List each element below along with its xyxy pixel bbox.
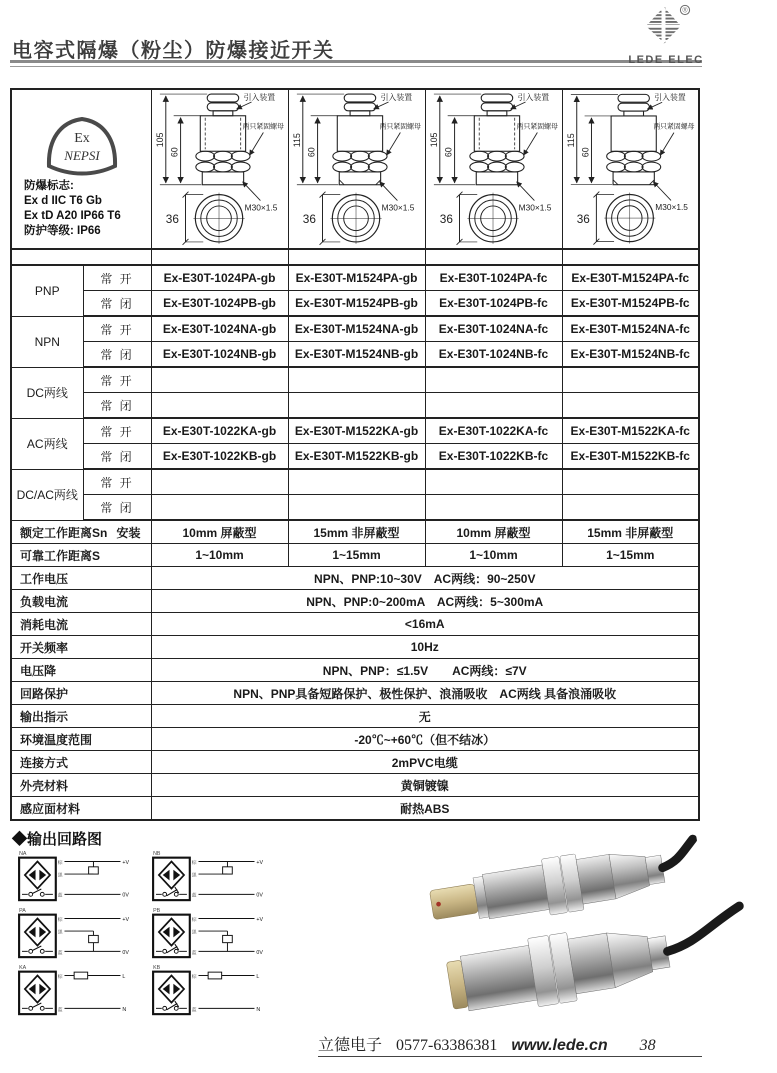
spec-value: NPN、PNP具备短路保护、极性保护、浪涌吸收 AC两线 具备浪涌吸收 [151,682,699,705]
model-number [288,393,425,419]
table-row [11,728,699,751]
table-row [11,265,699,291]
load-to-minus [89,931,99,951]
contact-state-label: 常 开 [83,316,151,342]
spec-label-text: 连接方式 [20,755,69,770]
model-number: Ex-E30T-1024NB-gb [151,342,288,368]
contact-state-label: 常 开 [83,418,151,444]
circuit-section-heading: ◆输出回路图 [12,831,103,848]
model-number: Ex-E30T-1024NA-gb [151,316,288,342]
table-row [11,316,699,342]
spec-value: -20℃~+60℃（但不结冰） [151,728,699,751]
spec-value: 2mPVC电缆 [151,751,699,774]
spec-label-text: 负载电流 [20,594,69,609]
dimension-drawing [563,90,699,246]
spec-table [10,88,700,821]
table-row [11,590,699,613]
footer-phone: 0577-63386381 [396,1037,498,1054]
spec-label [11,728,151,751]
terminal-bottom-label: N [122,1006,127,1013]
model-number: Ex-E30T-M1522KA-fc [562,418,699,444]
spec-label [11,567,151,590]
spec-label [11,682,151,705]
spec-cell: 15mm 非屏蔽型 [288,520,425,544]
load-to-plus [223,862,233,875]
table-row [11,342,699,368]
sensor-box [19,972,56,1014]
output-circuit-diagram [14,905,142,961]
spec-label-text: 可靠工作距离S [20,548,101,563]
contact-state-label: 常 开 [83,367,151,393]
spec-label [11,520,151,544]
sensor-box [19,858,56,900]
wire-label-top: 棕 [191,860,197,866]
table-row [11,567,699,590]
terminal-bottom-label: N [256,1006,261,1013]
dim-body-label: 60 [169,147,180,158]
spec-cell: 1~10mm [425,544,562,567]
sensor-barrel [460,945,537,1010]
output-type-label: NPN [11,316,83,367]
circuit-id-label: KA [19,964,27,971]
wire-label-mid: 黑 [57,930,63,936]
sensor-tip [429,884,478,920]
sensor-body-outline [337,116,382,151]
dim-body-label: 60 [306,147,317,158]
spec-label [11,705,151,728]
wire-label-bottom: 蓝 [57,893,63,899]
circuit-id-label: PB [153,907,161,914]
nepsi-name-label: NEPSI [64,147,100,163]
sensor-body-outline [474,116,519,151]
model-number [151,367,288,393]
lock-nut [606,151,625,161]
lock-nut [195,151,214,161]
output-type-label: AC两线 [11,418,83,469]
dim-total-label: 115 [291,133,302,148]
model-number: Ex-E30T-M1522KA-gb [288,418,425,444]
dim-body-label: 60 [443,147,454,158]
dim-total-label: 115 [565,133,576,148]
dimension-drawing [289,90,425,246]
spec-value: NPN、PNP:0~200mA AC两线：5~300mA [151,590,699,613]
brand-logo [623,4,709,66]
terminal-bottom-label: 0V [256,949,263,956]
drawing-cell [562,89,699,249]
wire-label-top: 棕 [57,974,63,980]
diameter-label: 36 [576,212,590,226]
model-number: Ex-E30T-M1524NB-gb [288,342,425,368]
table-row [11,291,699,317]
drawing-row [11,89,699,249]
nepsi-mark-icon [12,114,151,176]
spacer-cell [288,249,425,265]
terminal-top-label: +V [122,916,130,923]
cable-gland [344,94,376,102]
table-row [11,544,699,567]
spacer-cell [425,249,562,265]
cert-line-2: Ex tD A20 IP66 T6 [24,209,121,222]
table-row [11,393,699,419]
table-row [11,418,699,444]
spec-value: <16mA [151,613,699,636]
brand-diamond-icon [623,4,709,48]
sensor-barrel [482,865,549,919]
proximity-symbol [25,919,50,946]
main-table-wrap [10,88,698,821]
series-load [64,972,120,979]
lock-nut [332,151,351,161]
nuts-label: 两只紧固螺母 [516,123,558,131]
terminal-top-label: +V [256,916,264,923]
wire-label-top: 棕 [57,860,63,866]
wire-mid [192,928,228,935]
spec-label-text: 电压降 [20,663,57,678]
switch-symbol [22,1003,53,1010]
table-row [11,444,699,470]
model-number [562,495,699,521]
spacer-cell [11,249,151,265]
output-type-label: DC/AC两线 [11,469,83,520]
dim-total-label: 105 [428,132,439,148]
terminal-top-label: L [122,973,126,980]
output-circuit-diagram [148,848,276,904]
switch-symbol [22,946,53,953]
spec-label-text: 额定工作距离Sn [20,525,108,540]
cable-gland [481,94,513,102]
nuts-label: 两只紧固螺母 [242,123,284,131]
model-number [288,469,425,495]
circuit-id-label: NA [19,850,27,857]
thread-label: M30×1.5 [518,202,551,213]
table-row [11,682,699,705]
circuit-id-label: NB [153,850,161,857]
gland-label: 引入装置 [243,93,275,102]
proximity-symbol [159,976,184,1003]
model-number [425,469,562,495]
spec-label-text: 输出指示 [20,709,69,724]
model-number: Ex-E30T-M1524PA-gb [288,265,425,291]
model-number [562,469,699,495]
thread-label: M30×1.5 [654,202,688,213]
footer-rule [318,1056,702,1057]
model-number: Ex-E30T-1022KA-fc [425,418,562,444]
title-rule [10,60,702,67]
model-number: Ex-E30T-1024PB-fc [425,291,562,317]
sensor-box [153,915,190,957]
model-number: Ex-E30T-M1524NA-fc [562,316,699,342]
table-row [11,367,699,393]
footer-company: 立德电子 [318,1037,383,1054]
spec-label [11,751,151,774]
wire-label-bottom: 蓝 [57,950,63,956]
gland-label: 引入装置 [517,93,549,102]
wire-label-bottom: 蓝 [191,1007,197,1013]
diameter-label: 36 [165,212,179,227]
spec-label-text: 消耗电流 [20,617,69,632]
footer [318,1032,702,1055]
model-number [288,495,425,521]
registered-mark: ® [682,7,688,15]
spacer-row [11,249,699,265]
proximity-symbol [159,862,184,889]
table-row [11,659,699,682]
spacer-cell [562,249,699,265]
wire-label-top: 棕 [191,974,197,980]
cable-gland [207,94,239,102]
wire-mid [58,871,94,878]
dim-body-label: 60 [580,147,591,158]
spec-label [11,613,151,636]
spec-value: NPN、PNP：≤1.5V AC两线：≤7V [151,659,699,682]
spec-label [11,636,151,659]
drawing-cell [288,89,425,249]
spec-cell: 15mm 非屏蔽型 [562,520,699,544]
spec-value: 耐热ABS [151,797,699,821]
output-circuit-diagram [148,962,276,1018]
table-row [11,774,699,797]
circuit-id-label: KB [153,964,161,971]
terminal-top-label: +V [122,859,130,866]
table-row [11,520,699,544]
brand-name: LEDE ELEC [628,54,704,66]
series-load [198,972,254,979]
load-to-plus [89,862,99,875]
spec-label-text: 外壳材料 [20,778,69,793]
proximity-symbol [25,976,50,1003]
sensor-body-outline [611,116,656,151]
model-number [562,367,699,393]
table-row [11,751,699,774]
contact-state-label: 常 闭 [83,444,151,470]
nuts-label: 两只紧固螺母 [652,123,694,131]
spec-value: 黄铜镀镍 [151,774,699,797]
terminal-bottom-label: 0V [256,892,263,899]
wire-mid [192,871,228,878]
spacer-cell [151,249,288,265]
output-circuit-diagram [14,962,142,1018]
model-number: Ex-E30T-1022KB-gb [151,444,288,470]
model-number: Ex-E30T-M1524NA-gb [288,316,425,342]
gland-label: 引入装置 [380,93,412,102]
spec-label-text2: 安装 [116,525,141,540]
sensor-box [153,972,190,1014]
cable-gland [617,94,648,102]
thread-label: M30×1.5 [244,202,277,213]
model-number: Ex-E30T-1024PA-gb [151,265,288,291]
model-number: Ex-E30T-1024NB-fc [425,342,562,368]
sensor-cable [659,839,697,868]
model-number: Ex-E30T-1024PB-gb [151,291,288,317]
table-row [11,705,699,728]
table-row [11,613,699,636]
table-row [11,495,699,521]
model-number [562,393,699,419]
footer-page-number: 38 [639,1037,656,1054]
cert-line-3: 防护等级: IP66 [24,224,101,237]
spec-label [11,590,151,613]
spec-label-text: 开关频率 [20,640,69,655]
dimension-drawing [152,90,288,246]
sensor-body-outline [200,116,245,151]
spec-cell: 1~15mm [562,544,699,567]
footer-website[interactable]: www.lede.cn [511,1037,608,1054]
drawing-cell [151,89,288,249]
lock-nut [469,151,488,161]
output-circuit-diagram [14,848,142,904]
spec-value: NPN、PNP:10~30V AC两线：90~250V [151,567,699,590]
spec-label-text: 环境温度范围 [20,732,93,747]
circuit-id-label: PA [19,907,26,914]
diameter-label: 36 [302,212,316,227]
wire-mid [58,928,94,935]
spec-label-text: 感应面材料 [20,801,81,816]
model-number: Ex-E30T-M1524PB-gb [288,291,425,317]
output-circuit-diagram [148,905,276,961]
model-number [425,393,562,419]
output-type-label: PNP [11,265,83,316]
diameter-label: 36 [439,212,453,227]
proximity-symbol [25,862,50,889]
spec-cell: 1~15mm [288,544,425,567]
contact-state-label: 常 开 [83,469,151,495]
spec-value: 10Hz [151,636,699,659]
switch-symbol [22,889,53,896]
model-number: Ex-E30T-M1524NB-fc [562,342,699,368]
cert-line-1: Ex d IIC T6 Gb [24,194,102,207]
nepsi-ex-label: Ex [74,130,90,146]
wire-label-mid: 黑 [191,930,197,936]
sensor-box [153,858,190,900]
terminal-top-label: +V [256,859,264,866]
contact-state-label: 常 闭 [83,342,151,368]
wire-label-top: 棕 [191,917,197,923]
table-row [11,469,699,495]
spec-label [11,659,151,682]
contact-state-label: 常 闭 [83,291,151,317]
model-number: Ex-E30T-M1524PB-fc [562,291,699,317]
model-number: Ex-E30T-1022KA-gb [151,418,288,444]
wire-label-bottom: 蓝 [57,1007,63,1013]
model-number: Ex-E30T-M1522KB-gb [288,444,425,470]
sensor-box [19,915,56,957]
model-number: Ex-E30T-1024NA-fc [425,316,562,342]
thread-label: M30×1.5 [381,202,414,213]
page-title: 电容式隔爆（粉尘）防爆接近开关 [12,40,335,62]
model-number [425,367,562,393]
nuts-label: 两只紧固螺母 [379,123,421,131]
model-number: Ex-E30T-M1522KB-fc [562,444,699,470]
model-number [151,393,288,419]
output-type-label: DC两线 [11,367,83,418]
spec-value: 无 [151,705,699,728]
circuit-diagram-grid [14,848,282,1019]
model-number [288,367,425,393]
cert-label: 防爆标志: [24,179,74,192]
terminal-bottom-label: 0V [122,892,129,899]
load-to-minus [223,931,233,951]
wire-label-top: 棕 [57,917,63,923]
table-row [11,797,699,821]
model-number: Ex-E30T-1024PA-fc [425,265,562,291]
spec-label [11,774,151,797]
spec-label [11,797,151,821]
spec-cell: 10mm 屏蔽型 [425,520,562,544]
terminal-bottom-label: 0V [122,949,129,956]
model-number: Ex-E30T-M1524PA-fc [562,265,699,291]
spec-label-text: 回路保护 [20,686,69,701]
certification-cell [11,89,151,249]
wire-label-mid: 黑 [57,873,63,879]
wire-label-bottom: 蓝 [191,893,197,899]
drawing-cell [425,89,562,249]
spec-cell: 10mm 屏蔽型 [151,520,288,544]
model-number [151,469,288,495]
spec-label-text: 工作电压 [20,571,69,586]
dim-total-label: 105 [154,132,165,148]
gland-label: 引入装置 [653,93,686,103]
spec-label [11,544,151,567]
sensor-cable [662,906,744,951]
contact-state-label: 常 闭 [83,495,151,521]
contact-state-label: 常 闭 [83,393,151,419]
spec-cell: 1~10mm [151,544,288,567]
terminal-top-label: L [256,973,260,980]
proximity-symbol [159,919,184,946]
model-number [425,495,562,521]
dimension-drawing [426,90,562,246]
model-number: Ex-E30T-1022KB-fc [425,444,562,470]
contact-state-label: 常 开 [83,265,151,291]
wire-label-mid: 黑 [191,873,197,879]
model-number [151,495,288,521]
table-row [11,636,699,659]
wire-label-bottom: 蓝 [191,950,197,956]
